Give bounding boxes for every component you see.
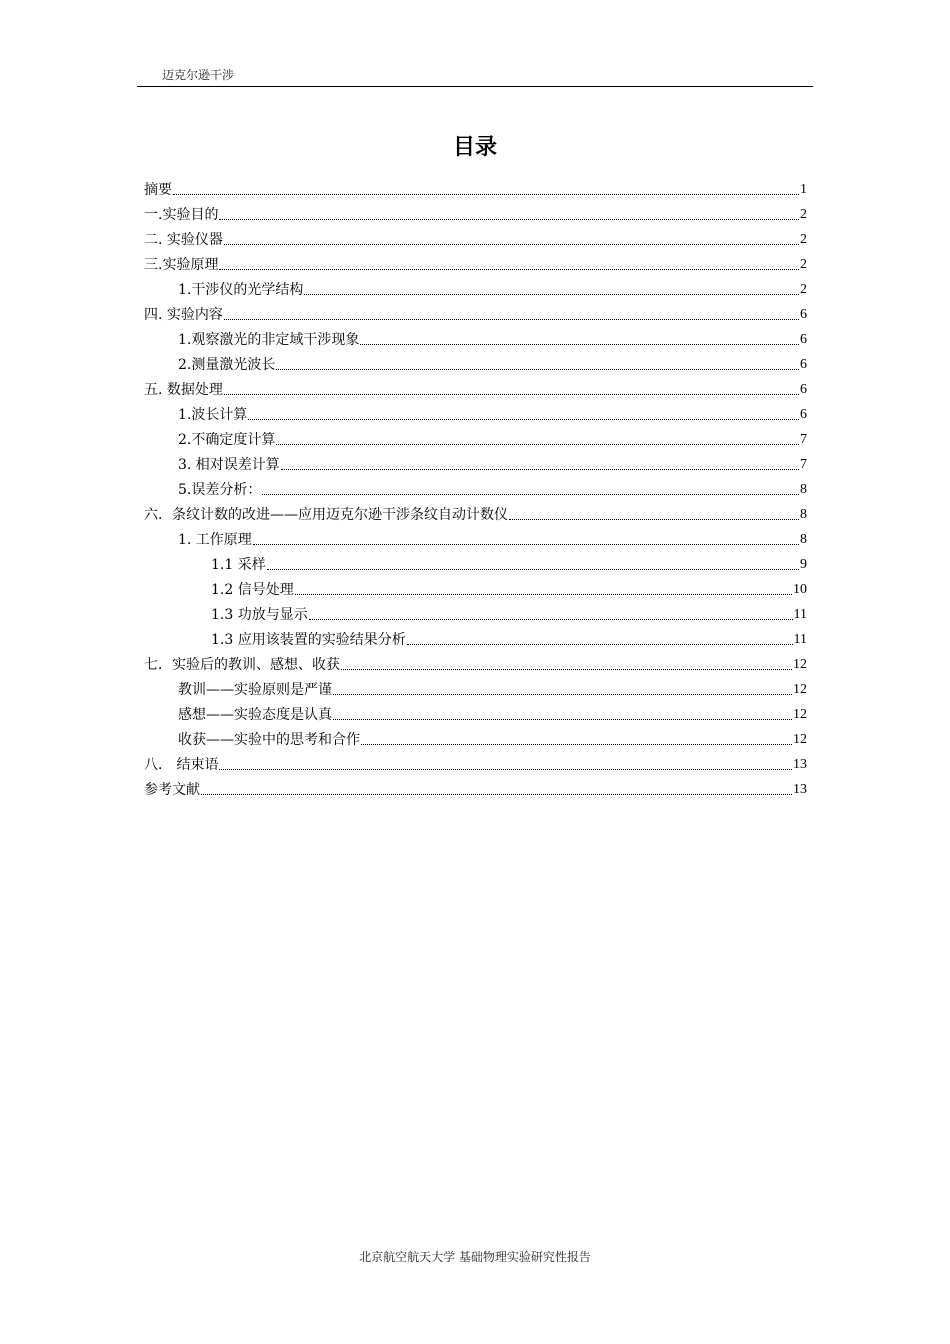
- toc-entry-page-number: 6: [800, 332, 807, 347]
- toc-dot-leader: [341, 669, 792, 670]
- toc-entry-label: 七．实验后的教训、感想、收获: [144, 657, 340, 673]
- toc-entry-label: 1.3 应用该装置的实验结果分析: [211, 632, 406, 648]
- toc-entry-page-number: 6: [800, 357, 807, 372]
- toc-dot-leader: [224, 394, 799, 395]
- toc-dot-leader: [219, 219, 799, 220]
- toc-entry-label: 六．条纹计数的改进——应用迈克尔逊干涉条纹自动计数仪: [144, 507, 508, 523]
- toc-entry-page-number: 12: [793, 657, 807, 672]
- toc-dot-leader: [276, 444, 799, 445]
- toc-entry-page-number: 7: [800, 457, 807, 472]
- toc-entry-label: 1.3 功放与显示: [211, 607, 308, 623]
- toc-dot-leader: [295, 594, 792, 595]
- toc-entry-page-number: 2: [800, 282, 807, 297]
- toc-entry-page-number: 9: [800, 557, 807, 572]
- toc-entry-label: 收获——实验中的思考和合作: [178, 732, 360, 748]
- toc-entry-label: 5.误差分析：: [178, 482, 262, 498]
- toc-dot-leader: [267, 569, 799, 570]
- toc-entry[interactable]: [144, 400, 807, 425]
- toc-dot-leader: [309, 619, 793, 620]
- toc-entry-page-number: 11: [793, 607, 807, 622]
- toc-dot-leader: [333, 719, 792, 720]
- toc-entry[interactable]: [144, 225, 807, 250]
- toc-entry[interactable]: [144, 275, 807, 300]
- toc-entry-label: 三.实验原理: [144, 257, 219, 273]
- toc-entry-label: 1. 工作原理: [178, 532, 252, 548]
- toc-entry-label: 五. 数据处理: [144, 382, 223, 398]
- page-header: [137, 68, 813, 87]
- toc-dot-leader: [304, 294, 799, 295]
- toc-dot-leader: [361, 744, 792, 745]
- toc-entry-label: 摘要: [144, 182, 172, 198]
- toc-entry[interactable]: [144, 425, 807, 450]
- toc-entry[interactable]: [144, 475, 807, 500]
- toc-entry[interactable]: [144, 250, 807, 275]
- toc-entry-label: 1.干涉仪的光学结构: [178, 282, 304, 298]
- toc-entry-page-number: 10: [793, 582, 807, 597]
- toc-dot-leader: [224, 244, 799, 245]
- toc-entry[interactable]: [144, 200, 807, 225]
- toc-entry-page-number: 13: [793, 782, 807, 797]
- toc-dot-leader: [262, 494, 799, 495]
- toc-entry-page-number: 2: [800, 232, 807, 247]
- toc-entry-page-number: 8: [800, 482, 807, 497]
- toc-entry[interactable]: [144, 450, 807, 475]
- toc-entry-page-number: 6: [800, 407, 807, 422]
- toc-entry-label: 参考文献: [144, 782, 200, 798]
- toc-dot-leader: [219, 269, 799, 270]
- running-title: 迈克尔逊干涉: [162, 68, 235, 82]
- toc-entry-page-number: 13: [793, 757, 807, 772]
- toc-entry-page-number: 7: [800, 432, 807, 447]
- toc-entry-label: 教训——实验原则是严谨: [178, 682, 332, 698]
- toc-entry[interactable]: [144, 175, 807, 200]
- toc-entry[interactable]: [144, 500, 807, 525]
- toc-entry[interactable]: [144, 600, 807, 625]
- toc-dot-leader: [219, 769, 792, 770]
- toc-entry-page-number: 6: [800, 307, 807, 322]
- toc-dot-leader: [407, 644, 793, 645]
- toc-dot-leader: [509, 519, 799, 520]
- page-footer: 北京航空航天大学 基础物理实验研究性报告: [359, 1250, 591, 1264]
- toc-entry-page-number: 6: [800, 382, 807, 397]
- toc-entry-page-number: 2: [800, 257, 807, 272]
- toc-dot-leader: [253, 544, 799, 545]
- toc-entry[interactable]: [144, 550, 807, 575]
- toc-entry[interactable]: [144, 650, 807, 675]
- toc-entry-label: 1.观察激光的非定域干涉现象: [178, 332, 360, 348]
- toc-entry-label: 1.1 采样: [211, 557, 266, 573]
- toc-dot-leader: [276, 369, 799, 370]
- toc-entry-label: 1.波长计算: [178, 407, 248, 423]
- toc-entry-page-number: 11: [793, 632, 807, 647]
- toc-entry-page-number: 2: [800, 207, 807, 222]
- toc-entry[interactable]: [144, 350, 807, 375]
- toc-entry[interactable]: [144, 525, 807, 550]
- toc-entry-page-number: 1: [800, 182, 807, 197]
- toc-dot-leader: [248, 419, 799, 420]
- toc-entry-label: 2.测量激光波长: [178, 357, 276, 373]
- toc-entry-label: 感想——实验态度是认真: [178, 707, 332, 723]
- toc-entry-page-number: 12: [793, 732, 807, 747]
- toc-entry-label: 2.不确定度计算: [178, 432, 276, 448]
- toc-dot-leader: [333, 694, 792, 695]
- toc-entry-label: 八． 结束语: [144, 757, 219, 773]
- toc-entry[interactable]: [144, 625, 807, 650]
- toc-entry-page-number: 8: [800, 532, 807, 547]
- toc-entry[interactable]: [144, 700, 807, 725]
- toc-entry[interactable]: [144, 675, 807, 700]
- toc-dot-leader: [360, 344, 799, 345]
- toc-entry-label: 四. 实验内容: [144, 307, 223, 323]
- toc-dot-leader: [201, 794, 792, 795]
- toc-entry[interactable]: [144, 575, 807, 600]
- toc-entry-label: 二. 实验仪器: [144, 232, 223, 248]
- toc-entry[interactable]: [144, 775, 807, 800]
- toc-entry[interactable]: [144, 750, 807, 775]
- table-of-contents: [144, 175, 807, 800]
- toc-entry-label: 一.实验目的: [144, 207, 219, 223]
- toc-dot-leader: [173, 194, 799, 195]
- toc-entry-label: 3. 相对误差计算: [178, 457, 280, 473]
- page-title: 目录: [452, 135, 497, 160]
- toc-entry-label: 1.2 信号处理: [211, 582, 294, 598]
- toc-entry-page-number: 8: [800, 507, 807, 522]
- toc-entry-page-number: 12: [793, 682, 807, 697]
- toc-entry[interactable]: [144, 725, 807, 750]
- toc-entry[interactable]: [144, 375, 807, 400]
- toc-entry-page-number: 12: [793, 707, 807, 722]
- toc-entry[interactable]: [144, 325, 807, 350]
- toc-dot-leader: [281, 469, 799, 470]
- toc-dot-leader: [224, 319, 799, 320]
- toc-entry[interactable]: [144, 300, 807, 325]
